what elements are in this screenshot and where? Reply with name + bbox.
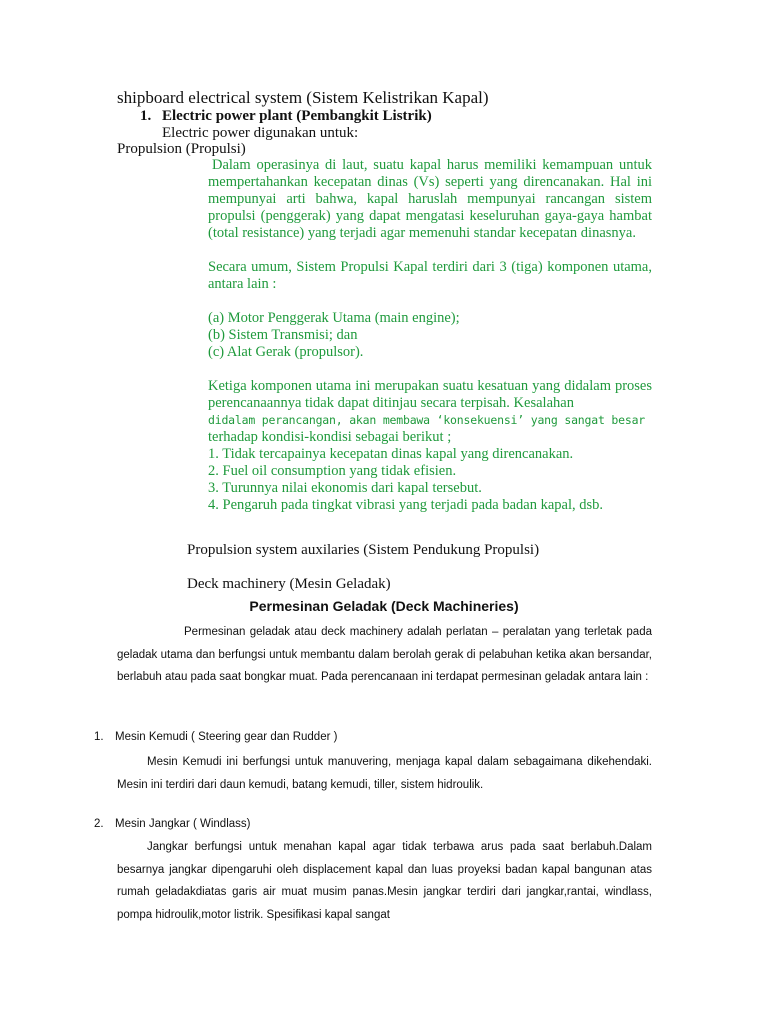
component-item: (b) Sistem Transmisi; dan [208, 327, 358, 343]
list-item-body-text: Jangkar berfungsi untuk menahan kapal agar tidak terbawa arus pada saat berlabuh.Dalam besarnya jangkar dipengaruhi oleh displacement kapal dan luas proyeksi badan kapal bangunan atas rumah geladakdiatas garis air muat musim panas.Mesin jangkar terdiri dari jangkar,rantai, windlass, pompa hidroulik,motor listrik. Spesifikasi kapal sangat [117, 841, 652, 921]
section-heading-electric-power-plant [140, 108, 432, 125]
consequence-item: 1. Tidak tercapainya kecepatan dinas kapal yang direncanakan. [208, 446, 574, 462]
propulsion-auxiliaries-label: Propulsion system auxilaries (Sistem Pendukung Propulsi) [187, 542, 540, 558]
propulsion-paragraph-3-line: didalam perancangan, akan membawa ‘konsekuensi’ yang sangat besar [208, 413, 646, 427]
document-title: shipboard electrical system (Sistem Kelistrikan Kapal) [117, 88, 489, 107]
component-item: (c) Alat Gerak (propulsor). [208, 344, 364, 360]
section-heading-text: Electric power plant (Pembangkit Listrik) [162, 108, 432, 124]
list-item-body [117, 751, 652, 796]
propulsion-paragraph-3-line: terhadap kondisi-kondisi sebagai berikut ; [208, 429, 452, 445]
propulsion-label: Propulsion (Propulsi) [117, 141, 246, 157]
deck-intro-text: Permesinan geladak atau deck machinery adalah perlatan – peralatan yang terletak pada geladak utama dan berfungsi untuk membantu dalam berolah gerak di pelabuhan ketika akan bersandar, berlabuh atau pada saat bongkar muat. Pada perencanaan ini terdapat permesinan geladak antara lain : [117, 626, 652, 683]
consequence-item: 2. Fuel oil consumption yang tidak efisien. [208, 463, 457, 479]
list-item-body-text: Mesin Kemudi ini berfungsi untuk manuvering, menjaga kapal dalam sebagaimana dikehendaki. Mesin ini terdiri dari daun kemudi, batang kemudi, tiller, sistem hidroulik. [117, 756, 652, 791]
section-number: 1. [140, 108, 152, 124]
component-item: (a) Motor Penggerak Utama (main engine); [208, 310, 460, 326]
list-item-heading [94, 818, 250, 830]
deck-intro-paragraph [117, 621, 652, 689]
propulsion-paragraph-2: Secara umum, Sistem Propulsi Kapal terdiri dari 3 (tiga) komponen utama, antara lain : [208, 259, 652, 292]
deck-machinery-label: Deck machinery (Mesin Geladak) [187, 576, 391, 592]
list-item-number: 2. [94, 818, 104, 830]
section-intro: Electric power digunakan untuk: [162, 125, 359, 141]
consequence-item: 4. Pengaruh pada tingkat vibrasi yang terjadi pada badan kapal, dsb. [208, 497, 604, 513]
deck-machineries-heading: Permesinan Geladak (Deck Machineries) [249, 598, 519, 614]
propulsion-paragraph-3: Ketiga komponen utama ini merupakan suatu kesatuan yang didalam proses perencanaannya tidak dapat ditinjau secara terpisah. Kesalahan [208, 378, 652, 411]
list-item-title: Mesin Kemudi ( Steering gear dan Rudder ) [115, 731, 338, 743]
list-item-heading [94, 731, 337, 743]
consequence-item: 3. Turunnya nilai ekonomis dari kapal tersebut. [208, 480, 482, 496]
list-item-number: 1. [94, 731, 104, 743]
propulsion-description [208, 157, 652, 514]
list-item-body [117, 836, 652, 926]
propulsion-paragraph-1: Dalam operasinya di laut, suatu kapal harus memiliki kemampuan untuk mempertahankan kecepatan dinas (Vs) seperti yang direncanakan. Hal ini mempunyai arti bahwa, kapal haruslah mempunyai rancangan sistem propulsi (penggerak) yang dapat mengatasi keseluruhan gaya-gaya hambat (total resistance) yang terjadi agar memenuhi standar kecepatan dinasnya. [208, 157, 652, 241]
list-item-title: Mesin Jangkar ( Windlass) [115, 818, 251, 830]
